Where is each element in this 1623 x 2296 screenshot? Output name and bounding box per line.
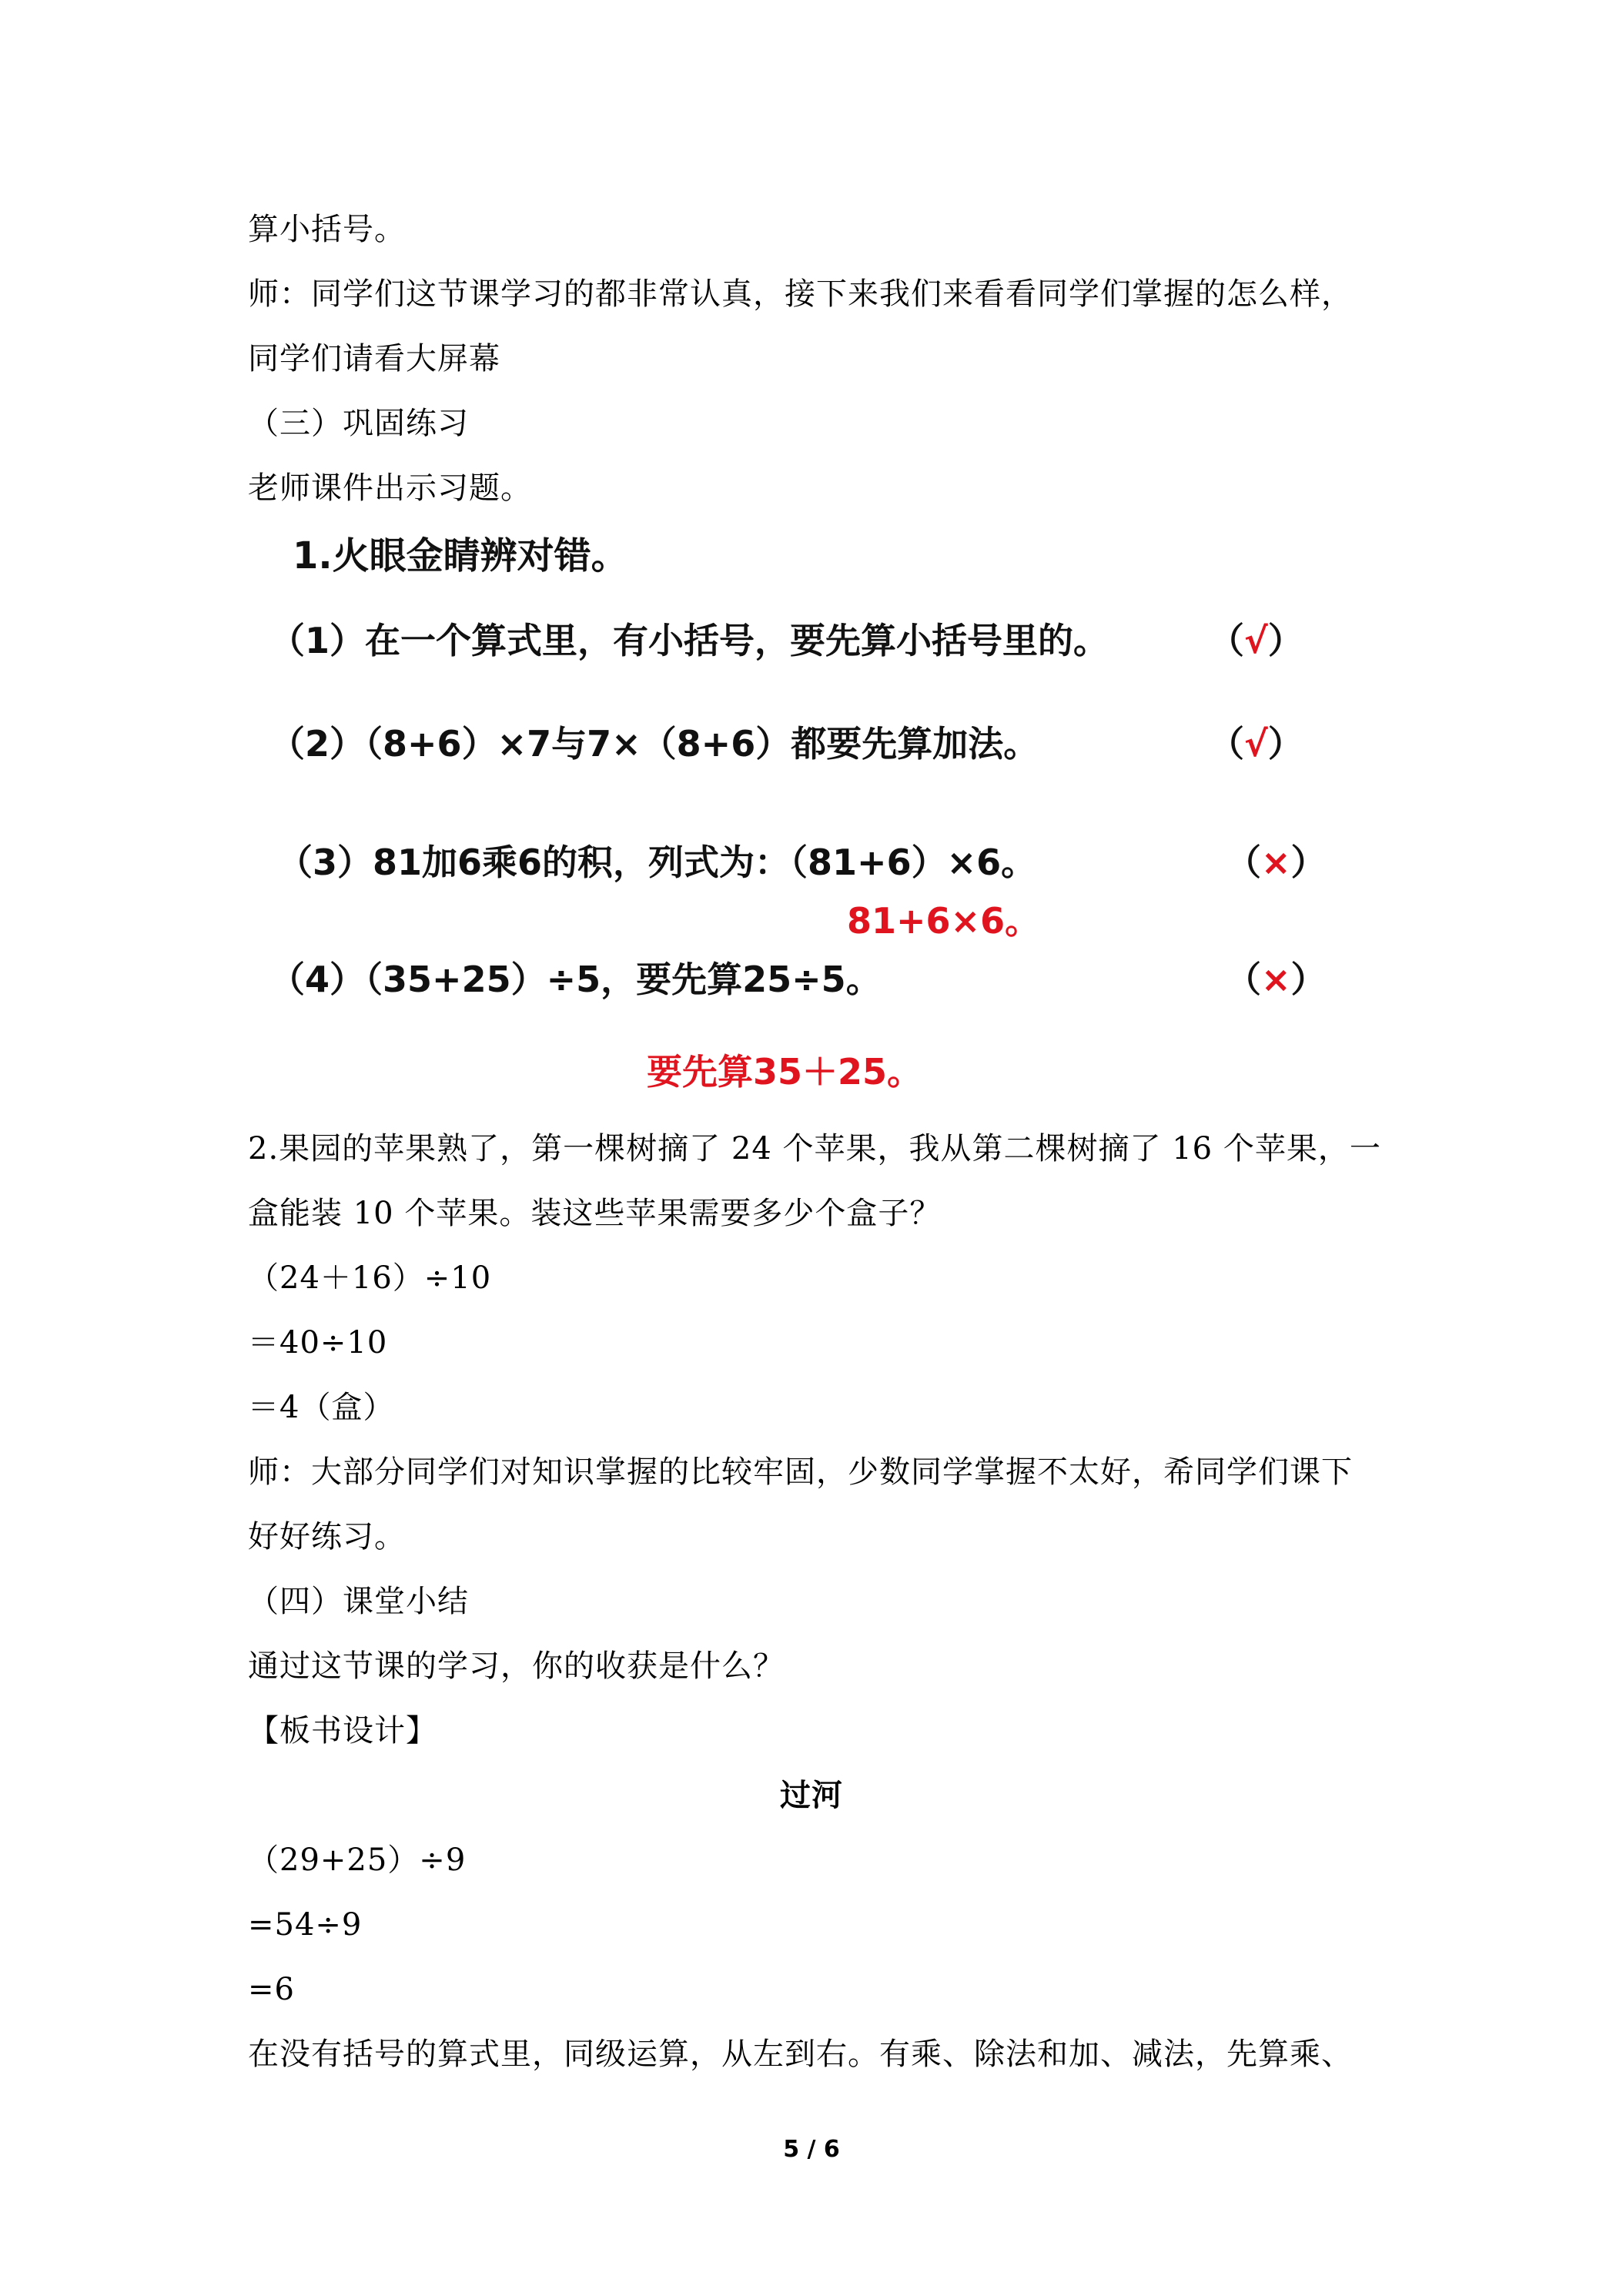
page-number: 5 / 6 [783,2136,840,2163]
cross-icon: × [1261,842,1291,883]
cross-icon: × [1261,959,1291,1000]
slide-item-1: （1）在一个算式里，有小括号，要先算小括号里的。 [269,620,1109,661]
board-title: 过河 [780,1778,843,1813]
paragraph-line: 同学们请看大屏幕 [248,341,500,377]
formula-line: =54÷9 [248,1907,363,1943]
correction-3: 81+6×6。 [847,900,1041,942]
paragraph-line: 好好练习。 [248,1519,406,1555]
formula-line: （24＋16）÷10 [248,1260,492,1296]
check-icon: √ [1244,620,1268,661]
section-heading: （三）巩固练习 [248,406,469,441]
paragraph-line: 盒能装 10 个苹果。装这些苹果需要多少个盒子？ [248,1196,942,1231]
section-heading: 【板书设计】 [248,1713,437,1749]
section-heading: （四）课堂小结 [248,1584,469,1619]
correction-4: 要先算35＋25。 [647,1051,923,1093]
check-mark-2: （√） [1209,723,1303,765]
slide-item-4: （4）（35+25）÷5，要先算25÷5。 [269,959,882,1000]
paragraph-line: 师：大部分同学们对知识掌握的比较牢固，少数同学掌握不太好，希同学们课下 [248,1454,1353,1490]
paragraph-line: 通过这节课的学习，你的收获是什么？ [248,1648,785,1684]
slide-title: 1.火眼金睛辨对错。 [293,534,628,577]
paragraph-line: 老师课件出示习题。 [248,470,532,506]
formula-line: ＝4（盒） [248,1390,395,1425]
formula-line: ＝40÷10 [248,1325,388,1361]
cross-mark-3: （×） [1226,842,1327,883]
check-mark-1: （√） [1209,620,1303,661]
paragraph-line: 算小括号。 [248,212,406,247]
check-icon: √ [1244,723,1268,765]
exercise-slide [254,524,1347,1101]
slide-item-3: （3）81加6乘6的积，列式为：（81+6）×6。 [277,842,1037,883]
paragraph-line: 在没有括号的算式里，同级运算，从左到右。有乘、除法和加、减法，先算乘、 [248,2037,1353,2072]
paragraph-line: 师：同学们这节课学习的都非常认真，接下来我们来看看同学们掌握的怎么样， [248,276,1353,312]
paragraph-line: 2.果园的苹果熟了，第一棵树摘了 24 个苹果，我从第二棵树摘了 16 个苹果，一 [248,1131,1381,1166]
formula-line: （29+25）÷9 [248,1842,467,1878]
slide-item-2: （2）（8+6）×7与7×（8+6）都要先算加法。 [269,723,1039,765]
cross-mark-4: （×） [1226,959,1327,1000]
formula-line: =6 [248,1972,295,2007]
